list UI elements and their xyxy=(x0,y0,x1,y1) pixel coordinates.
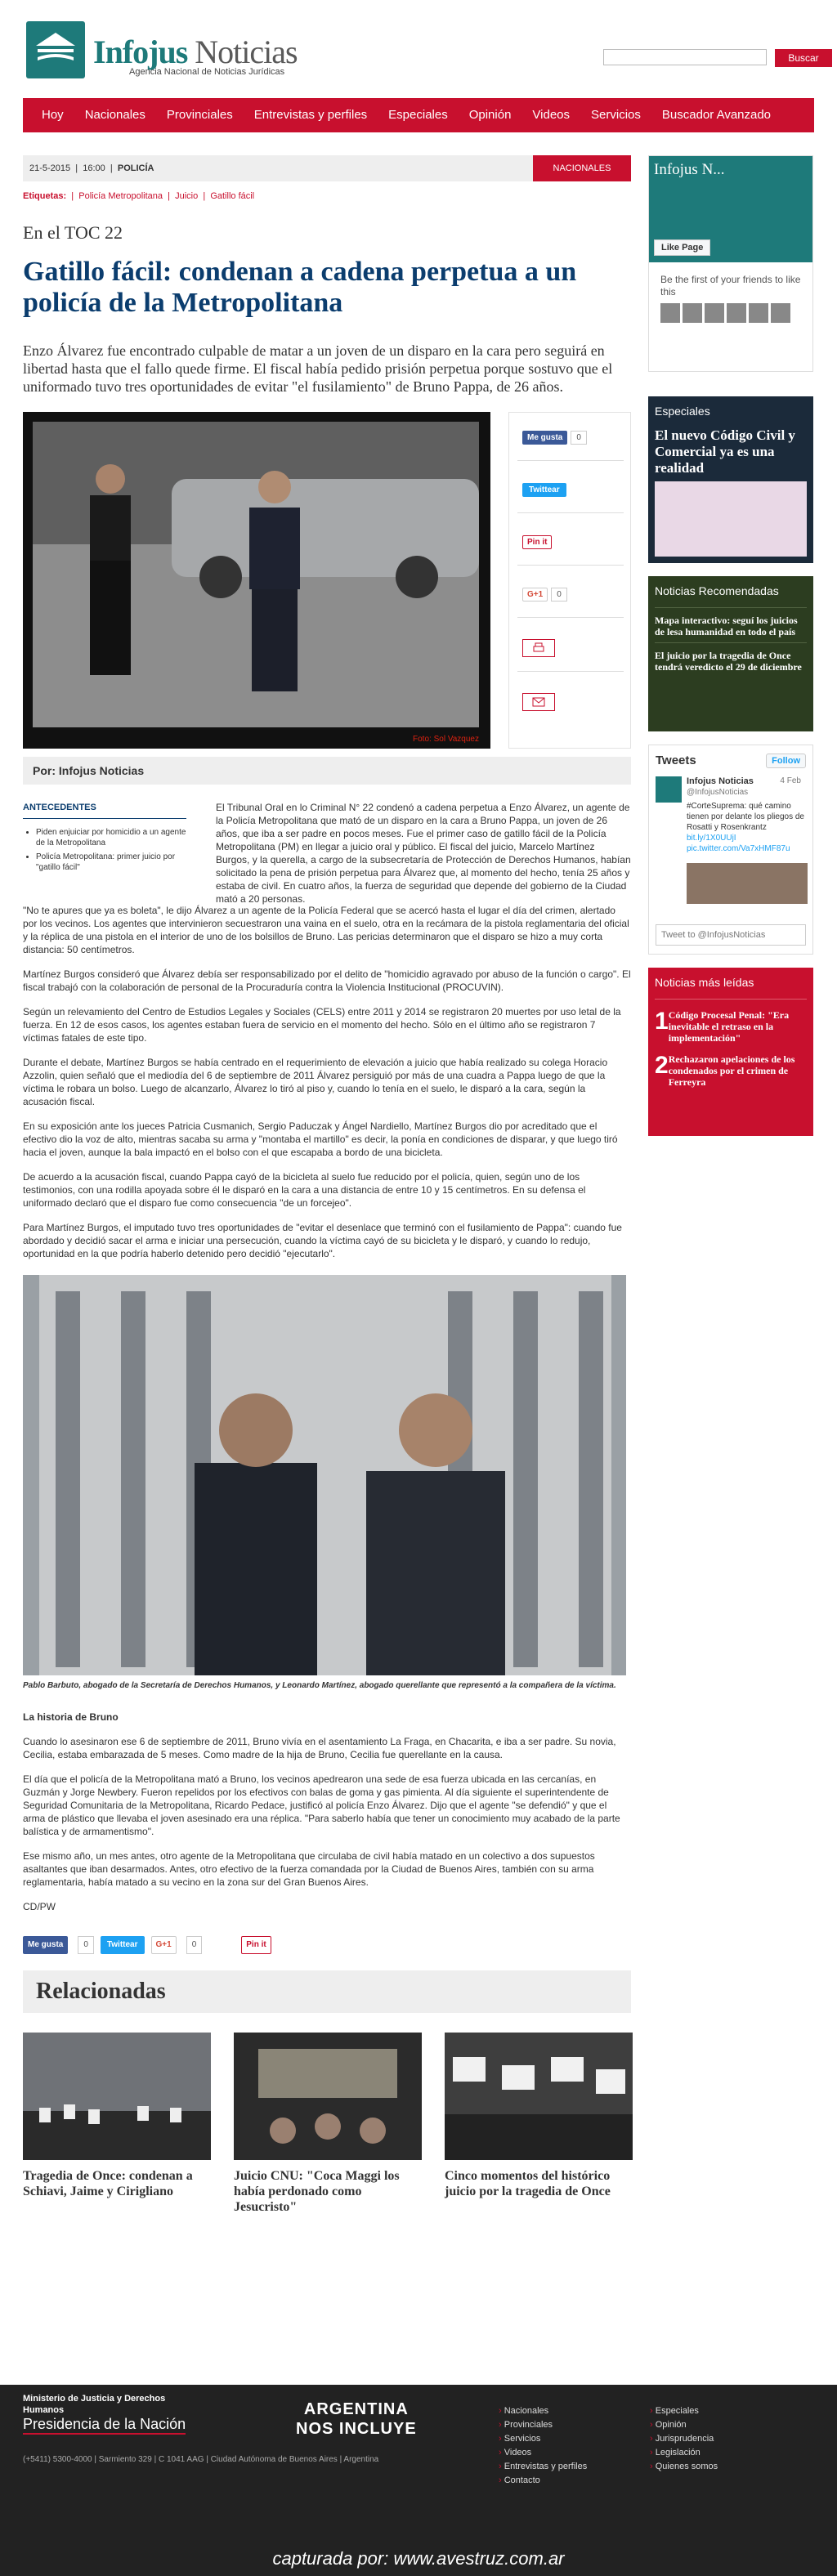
especiales-item[interactable]: El nuevo Código Civil y Comercial ya es una realidad xyxy=(655,427,795,476)
search-button[interactable]: Buscar xyxy=(775,49,832,67)
footer-links-col2 xyxy=(650,2404,718,2474)
gplus-button[interactable]: G+1 xyxy=(522,588,548,602)
tweet-link[interactable]: pic.twitter.com/Va7xHMF87u xyxy=(687,844,790,853)
mas-leida-item[interactable] xyxy=(655,1053,807,1088)
facebook-page-name[interactable]: Infojus N... xyxy=(654,161,725,178)
paragraph: Ese mismo año, un mes antes, otro agente de la Metropolitana que circulaba de civil había matado en un colectivo a dos supuestos asaltantes que iban desarmados. Antes, otro efectivo de la fuerza comandada por la Ciudad de Buenos Aires, también con su arma reglamentaria, había matado a su vecino en la zona sur del Gran Buenos Aires. xyxy=(23,1850,595,1888)
fb-count: 0 xyxy=(78,1936,94,1954)
print-icon[interactable] xyxy=(522,639,555,657)
paragraph: Martínez Burgos consideró que Álvarez debía ser responsabilizado por el delito de "homicidio agravado por abuso de la función o cargo". El fiscal trabajó con la colaboración de personal de la Procuraduría contra la Violencia Institucional (PROCUVIN). xyxy=(23,968,631,993)
paragraph: El Tribunal Oral en lo Criminal N° 22 condenó a cadena perpetua a Enzo Álvarez, un agente de la Policía Metropolitana que mató de un disparo en la cara a Bruno Pappa, un joven de 26 años, que iba a ser padre en pocos meses. Fue el primer caso de gatillo fácil de la Policía Metropolitana (PM) en llegar a juicio oral y público. El fiscal del juicio, Marcelo Martínez Burgos, y la querella, a cargo de la subsecretaría de Protección de Derechos Humanos, habían solicitado la pena de prisión perpetua para Álvarez que, al momento del hecho, tenía 25 años y estaba de civil. En cuatro años, la fuerza de seguridad que depende del gobierno de la Ciudad mató a 20 personas. xyxy=(216,802,631,905)
logo-icon[interactable] xyxy=(26,21,85,78)
footer-presidencia[interactable]: Presidencia de la Nación xyxy=(23,2416,186,2435)
paragraph: Cuando lo asesinaron ese 6 de septiembre de 2011, Bruno vivía en el asentamiento La Fraga, en Chacarita, e iba a ser padre. Su novia, Cecilia, estaba embarazada de 5 meses. Como madre de la hija de Bruno, Cecilia fue querellante en la causa. xyxy=(23,1736,616,1760)
nav-item-provinciales[interactable]: Provinciales xyxy=(166,108,233,122)
email-icon[interactable] xyxy=(522,693,555,711)
rank-number: 2 xyxy=(655,1052,669,1079)
footer-link[interactable]: › Contacto xyxy=(499,2474,587,2488)
footer-link[interactable]: › Quienes somos xyxy=(650,2460,718,2474)
tweet-date[interactable]: 4 Feb xyxy=(780,776,801,785)
twitter-follow-button[interactable]: Follow xyxy=(766,754,806,768)
photo2-caption: Pablo Barbuto, abogado de la Secretaría de Derechos Humanos, y Leonardo Martínez, abogado querellante que representó a la compañera de la víctima. xyxy=(23,1681,616,1690)
logo-sub: Noticias xyxy=(195,34,298,70)
footer-link[interactable]: › Provinciales xyxy=(499,2418,587,2432)
nav-item-opinion[interactable]: Opinión xyxy=(468,108,512,122)
footer-address: (+5411) 5300-4000 | Sarmiento 329 | C 1041 AAG | Ciudad Autónoma de Buenos Aires | Argentina xyxy=(23,2455,379,2464)
twitter-button[interactable]: Twittear xyxy=(101,1936,145,1954)
footer-ministerio[interactable]: Ministerio de Justicia y Derechos Humanos xyxy=(23,2394,166,2415)
gplus-button[interactable]: G+1 xyxy=(151,1936,177,1954)
especiales-title: Especiales xyxy=(655,405,710,418)
mas-leida-item[interactable] xyxy=(655,1009,807,1044)
article-meta: 21-5-2015 | 16:00 | POLICÍA NACIONALES xyxy=(23,155,631,181)
nav-item-nacionales[interactable]: Nacionales xyxy=(84,108,145,122)
article-title: Gatillo fácil: condenan a cadena perpetua a un policía de la Metropolitana xyxy=(23,257,577,318)
related-thumb[interactable] xyxy=(234,2033,422,2160)
section-button[interactable]: NACIONALES xyxy=(533,155,631,181)
tweets-title: Tweets xyxy=(656,754,696,767)
article-date: 21-5-2015 xyxy=(29,163,71,173)
logo-main: Infojus xyxy=(93,34,188,70)
logo-tagline: Agencia Nacional de Noticias Jurídicas xyxy=(129,67,285,77)
footer-link[interactable]: › Opinión xyxy=(650,2418,718,2432)
share-column xyxy=(508,412,631,749)
main-nav xyxy=(23,98,814,132)
nav-item-especiales[interactable]: Especiales xyxy=(388,108,448,122)
photo-credit: Foto: Sol Vazquez xyxy=(413,735,479,744)
article-time: 16:00 xyxy=(83,163,105,173)
pinterest-button[interactable]: Pin it xyxy=(522,535,552,549)
tweet-input[interactable]: Tweet to @InfojusNoticias xyxy=(656,924,806,946)
second-photo xyxy=(23,1275,626,1675)
rank-number: 1 xyxy=(655,1008,669,1035)
tweet-handle[interactable]: @InfojusNoticias xyxy=(687,788,749,797)
twitter-widget xyxy=(648,745,813,955)
paragraph: Durante el debate, Martínez Burgos se había centrado en el requerimiento de elevación a juicio que había realizado su colega Horacio Azzolin, quien señaló que el mediodía del 6 de septiembre de 2011 Álvarez persiguió por más de una cuadra a Pappa luego de que la víctima le robara un bolso. Luego de alcanzarlo, Álvarez lo tiró al piso y, cuando lo tenía en el suelo, le disparó a la cara, según la acusación fiscal. xyxy=(23,1057,608,1107)
mas-leida-title[interactable]: Código Procesal Penal: "Era inevitable el retraso en la implementación" xyxy=(668,1009,790,1044)
logo-text[interactable] xyxy=(93,33,298,71)
fb-like-page-button[interactable]: Like Page xyxy=(654,239,710,256)
paragraph: "No te apures que ya es boleta", le dijo Álvarez a un agente de la Policía Federal que se acercó hasta el lugar el día del crimen, alertado por los vecinos. Los agentes que intervinieron secuestraron una vaina en el suelo, otra en la recámara de la pistola reglamentaria del oficial y la réplica de una pistola en el interior de uno de los bolsillos de Bruno. Las pericias determinaron que el disparo se hizo a muy corta distancia: 50 centímetros. xyxy=(23,905,629,955)
paragraph: En su exposición ante los jueces Patricia Cusmanich, Sergio Paduczak y Ángel Nardiello, Martínez Burgos dio por acreditado que el efectivo dio la voz de alto, mientras sacaba su arma y "montaba el martillo" es decir, la ponía en condiciones de disparar, y que luego tiró hacia el joven, aunque la bala impactó en el bolso con el que escapaba a bordo de una bicicleta. xyxy=(23,1120,618,1158)
paragraph: Según un relevamiento del Centro de Estudios Legales y Sociales (CELS) entre 2011 y 2014 se registraron 20 muertes por uso letal de la fuerza. En 12 de esos casos, los agentes estaban fuera de servicio en el momento del hecho. Sólo en el último año se registraron 7 víctimas fatales de este tipo. xyxy=(23,1006,621,1044)
nav-item-entrevistas[interactable]: Entrevistas y perfiles xyxy=(253,108,368,122)
related-card[interactable] xyxy=(23,2033,211,2215)
nav-item-hoy[interactable]: Hoy xyxy=(42,108,64,122)
footer-link[interactable]: › Servicios xyxy=(499,2432,587,2446)
related-thumb[interactable] xyxy=(445,2033,633,2160)
mas-leida-title[interactable]: Rechazaron apelaciones de los condenados por el crimen de Ferreyra xyxy=(668,1053,795,1088)
tweet-link[interactable]: bit.ly/1X0UUjI xyxy=(687,834,736,843)
pinterest-button[interactable]: Pin it xyxy=(241,1936,271,1954)
nav-item-servicios[interactable]: Servicios xyxy=(591,108,641,122)
sidebar xyxy=(648,155,813,1136)
antecedente-link[interactable]: • Piden enjuiciar por homicidio a un agente de la Metropolitana xyxy=(36,827,186,848)
capture-credit: capturada por: www.avestruz.com.ar xyxy=(272,2548,565,2569)
byline: Por: Infojus Noticias xyxy=(23,757,631,785)
media-row xyxy=(23,412,631,750)
article-body xyxy=(23,801,631,2215)
antecedente-link[interactable]: • Policía Metropolitana: primer juicio por "gatillo fácil" xyxy=(36,852,186,873)
signature: CD/PW xyxy=(23,1901,56,1912)
footer-link[interactable]: › Nacionales xyxy=(499,2404,587,2418)
tweet-body: #CorteSuprema: qué camino tienen por delante los pliegos de Rosatti y Rosenkrantz xyxy=(687,802,804,832)
nav-item-buscador[interactable]: Buscador Avanzado xyxy=(661,108,772,122)
main-photo xyxy=(23,412,490,749)
argentina-line2: NOS INCLUYE xyxy=(296,2420,417,2438)
article xyxy=(23,155,631,2215)
recomendada-item[interactable]: Mapa interactivo: seguí los juicios de lesa humanidad en todo el país xyxy=(655,615,798,637)
tweet-image[interactable] xyxy=(687,863,808,904)
fb-count: 0 xyxy=(571,431,587,445)
gplus-count: 0 xyxy=(186,1936,203,1954)
recomendadas-box xyxy=(648,576,813,731)
recomendada-item[interactable]: El juicio por la tragedia de Once tendrá veredicto el 29 de diciembre xyxy=(655,650,802,673)
footer xyxy=(0,2385,837,2576)
twitter-button[interactable]: Twittear xyxy=(522,483,566,497)
paragraph: De acuerdo a la acusación fiscal, cuando Pappa cayó de la bicicleta al suelo fue reducido por el policía, quien, según uno de los testimonios, con una rodilla apoyada sobre él le disparó en la cara a una distancia de entre 10 y 15 centímetros. En su defensa el uniformado declaró que el disparo fue como consecuencia "de un forcejeo". xyxy=(23,1171,586,1209)
facebook-banner[interactable] xyxy=(649,156,812,262)
related-card-title[interactable]: Cinco momentos del histórico juicio por la tragedia de Once xyxy=(445,2169,611,2198)
recomendadas-title: Noticias Recomendadas xyxy=(655,584,779,597)
facebook-faces xyxy=(649,303,812,323)
gplus-count: 0 xyxy=(551,588,567,602)
argentina-line1: ARGENTINA xyxy=(303,2400,409,2418)
footer-link[interactable]: › Entrevistas y perfiles xyxy=(499,2460,587,2474)
tag-link[interactable]: Gatillo fácil xyxy=(210,191,255,201)
related-card-title[interactable]: Juicio CNU: "Coca Maggi los había perdonado como Jesucristo" xyxy=(234,2169,400,2214)
photo-scene xyxy=(33,422,479,727)
related-card[interactable] xyxy=(234,2033,422,2215)
related-list xyxy=(23,2033,631,2215)
footer-links-col1 xyxy=(499,2404,587,2488)
especiales-box xyxy=(648,396,813,563)
fb-like-button[interactable]: Me gusta xyxy=(522,431,567,445)
tags-label: Etiquetas: xyxy=(23,191,67,201)
footer-link[interactable]: › Especiales xyxy=(650,2404,718,2418)
especiales-image[interactable] xyxy=(655,481,807,557)
tweet-text xyxy=(687,801,809,854)
antecedentes-box xyxy=(23,801,186,876)
mas-leidas-box xyxy=(648,968,813,1136)
paragraph: El día que el policía de la Metropolitana mató a Bruno, los vecinos apedrearon una sede de esa fuerza ubicada en las cercanías, en Guzmán y Jorge Newbery. Fueron repelidos por los efectivos con balas de goma y gas pimienta. Al día siguiente el superintendente de Seguridad Comunitaria de la Metropolitana, Ricardo Pedace, justificó al policía Enzo Álvarez. Dijo que el agente "se defendió" y que el arma de plástico que llevaba el joven asesinado era una réplica. "Para saberlo había que tener un conocimiento muy acabado de la parte balística y de armamentismo". xyxy=(23,1773,620,1837)
article-section[interactable]: POLICÍA xyxy=(117,163,154,173)
site-header xyxy=(23,18,819,83)
avatar[interactable] xyxy=(656,776,682,803)
related-thumb[interactable] xyxy=(23,2033,211,2160)
article-kicker: En el TOC 22 xyxy=(23,222,123,243)
article-lead: Enzo Álvarez fue encontrado culpable de matar a un joven de un disparo en la cara pero seguirá en libertad hasta que el fallo quede firme. El fiscal había pedido prisión perpetua porque sostuvo que el uniformado tuvo tres oportunidades de evitar "el fusilamiento" de Bruno Pappa, de 26 años. xyxy=(23,342,613,395)
tweet-author[interactable]: Infojus Noticias xyxy=(687,776,754,786)
tag-link[interactable]: Juicio xyxy=(175,191,199,201)
fb-like-button[interactable]: Me gusta xyxy=(23,1936,68,1954)
related-title: Relacionadas xyxy=(23,1970,631,2013)
footer-link[interactable]: › Legislación xyxy=(650,2446,718,2460)
footer-argentina xyxy=(296,2399,417,2439)
search-input[interactable] xyxy=(603,49,767,65)
footer-link[interactable]: › Jurisprudencia xyxy=(650,2432,718,2446)
tags: Etiquetas: | Policía Metropolitana | Juicio | Gatillo fácil xyxy=(23,191,255,201)
bottom-share-bar xyxy=(23,1936,631,1954)
related-card-title[interactable]: Tragedia de Once: condenan a Schiavi, Jaime y Cirigliano xyxy=(23,2169,193,2198)
nav-item-videos[interactable]: Videos xyxy=(532,108,571,122)
facebook-widget xyxy=(648,155,813,372)
antecedentes-title: ANTECEDENTES xyxy=(23,801,186,819)
footer-link[interactable]: › Videos xyxy=(499,2446,587,2460)
facebook-text: Be the first of your friends to like this xyxy=(660,274,801,297)
tag-link[interactable]: Policía Metropolitana xyxy=(78,191,163,201)
mas-leidas-title: Noticias más leídas xyxy=(655,976,754,989)
paragraph: Para Martínez Burgos, el imputado tuvo tres oportunidades de "evitar el desenlace que terminó con el fusilamiento de Pappa": cuando fue abordado y decidió sacar el arma e iniciar una persecución, cuando la víctima cayó de su bicicleta y le disparó, y cuando lo redujo, oportunidad en la que podría haberlo detenido pero decidió "ejecutarlo". xyxy=(23,1222,622,1259)
related-card[interactable] xyxy=(445,2033,633,2215)
subhead: La historia de Bruno xyxy=(23,1711,119,1723)
